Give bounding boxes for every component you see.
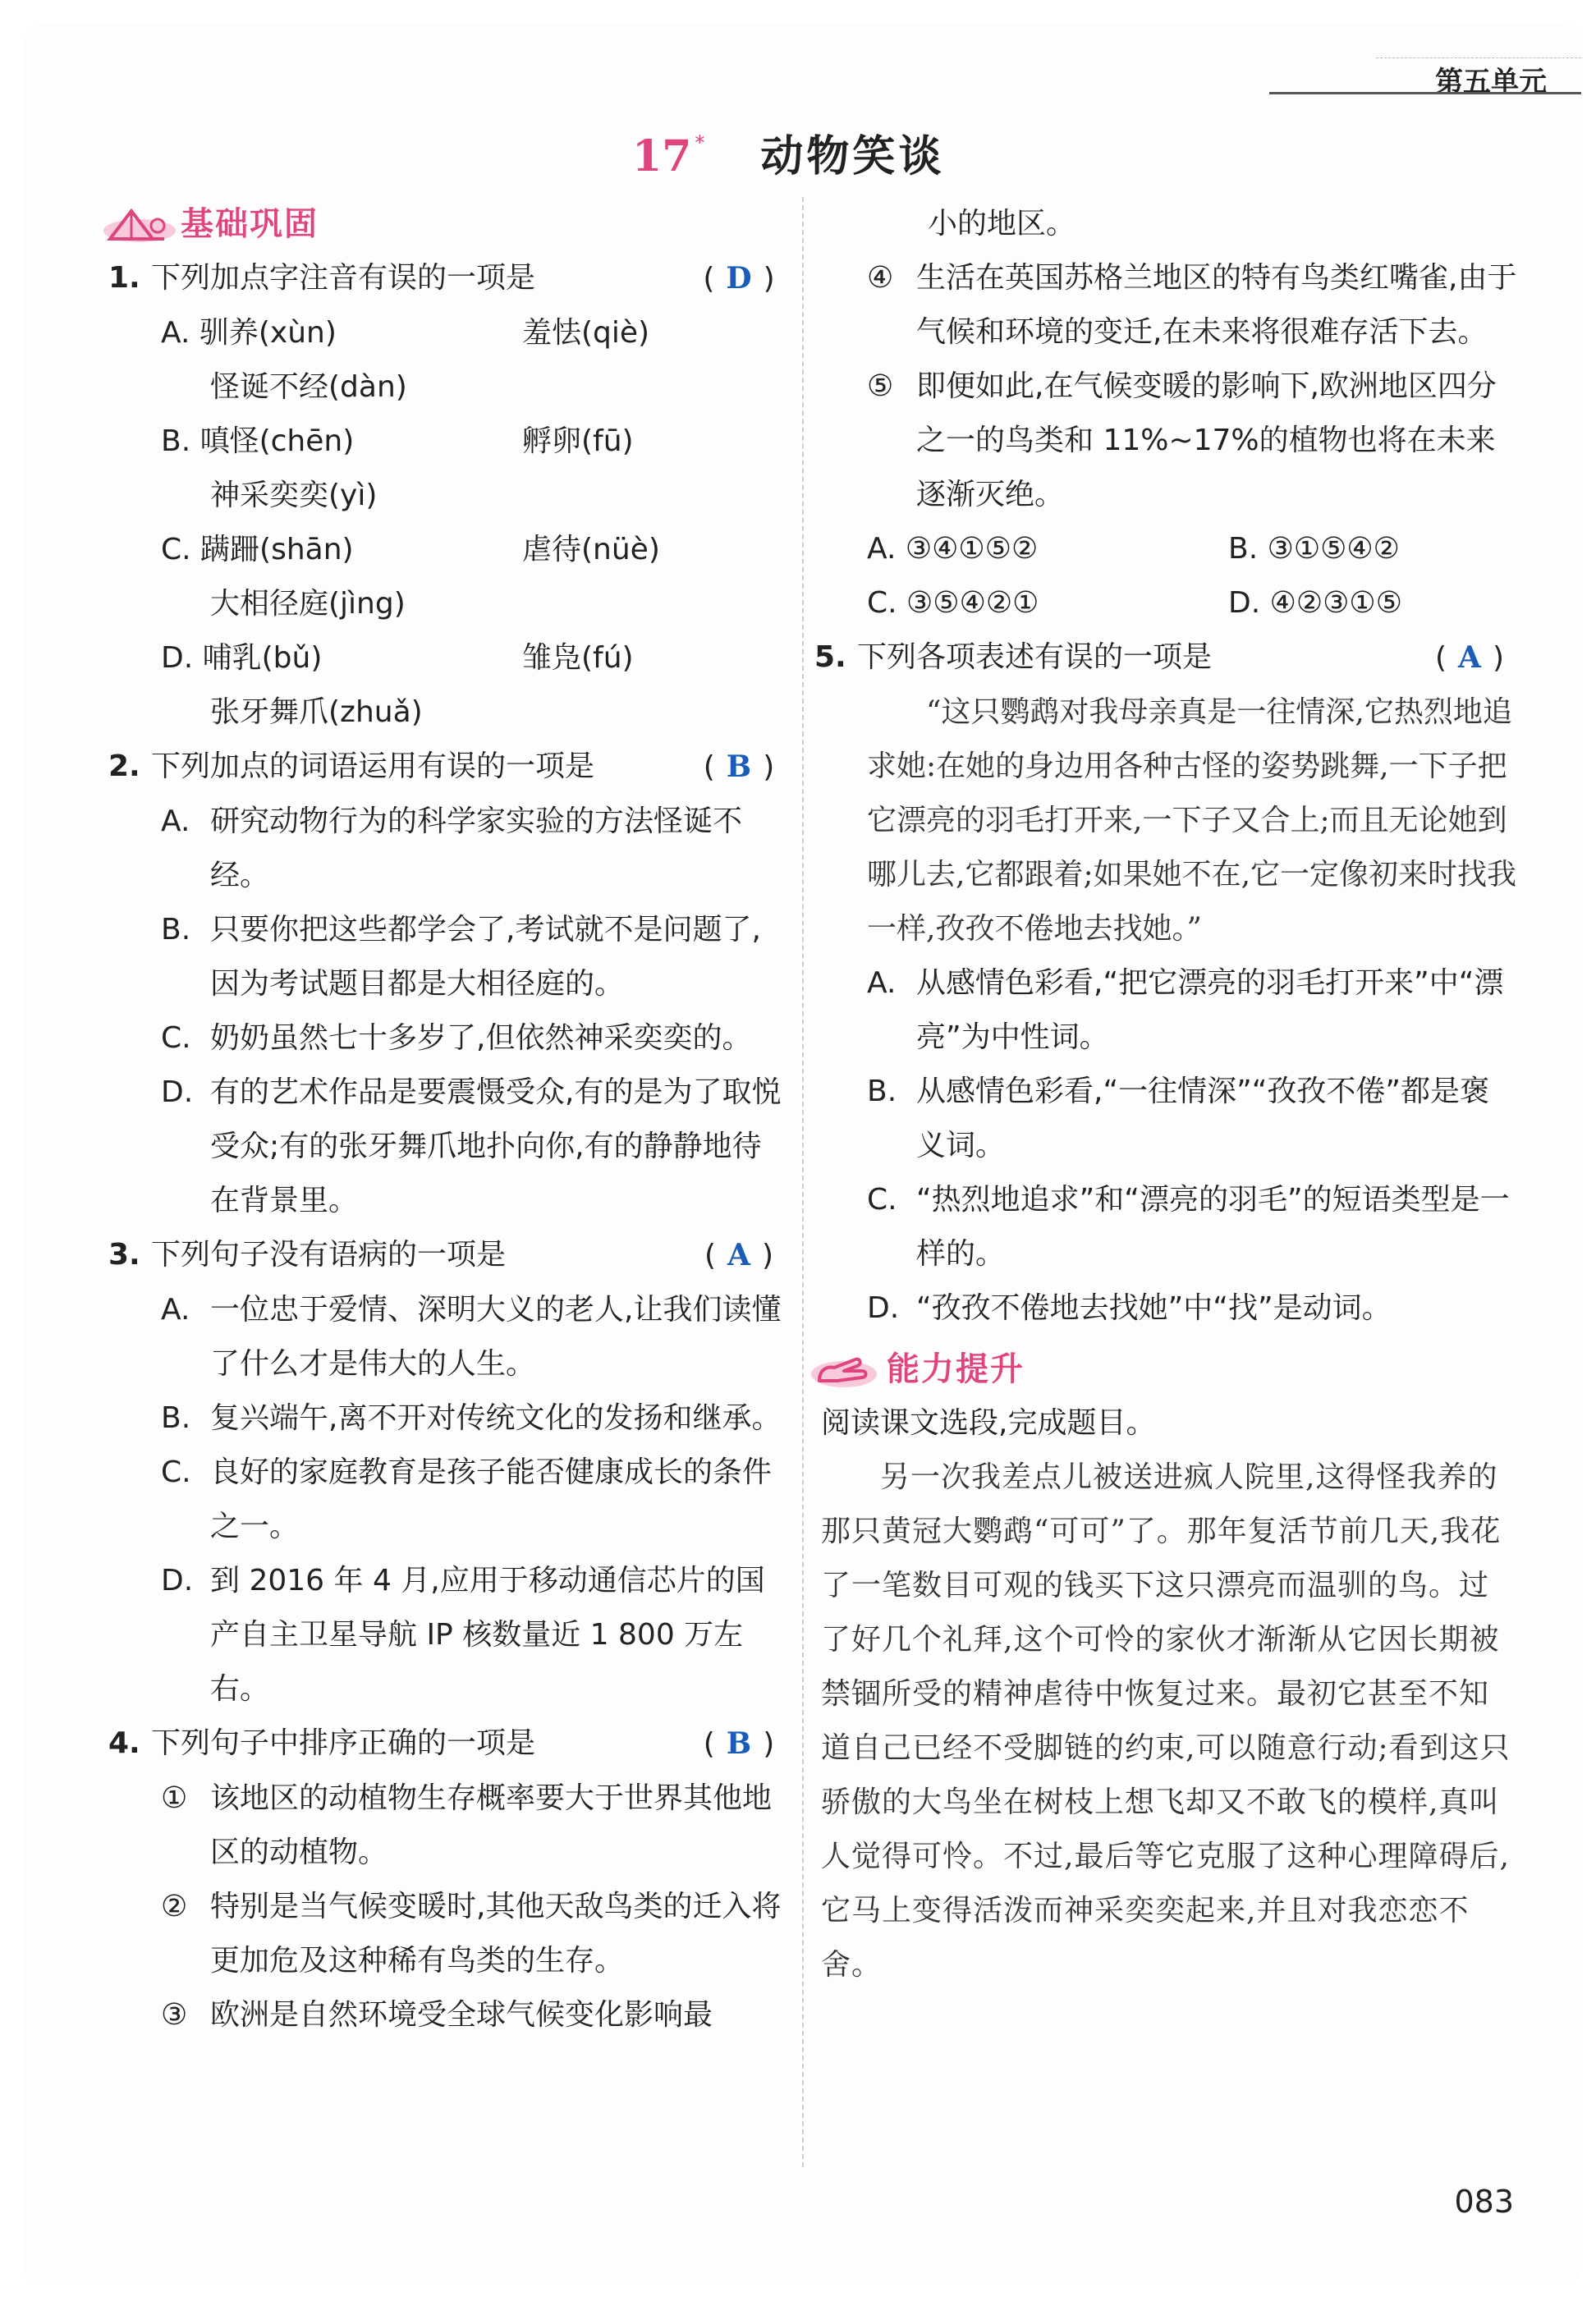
- option-c-1: C. 蹒跚(shān): [161, 533, 354, 566]
- option-c: [115, 1011, 788, 1066]
- section-basic: [99, 197, 788, 251]
- option-text: 到 2016 年 4 月,应用于移动通信芯片的国产自主卫星导航 IP 核数量近 1 800 万左右。: [210, 1564, 765, 1706]
- right-column: [814, 197, 1519, 1992]
- option-c: [115, 1446, 788, 1554]
- header-dashed-rule: [1376, 57, 1581, 58]
- answer-letter: A: [727, 1238, 750, 1272]
- sentence-continuation: 小的地区。: [928, 207, 1076, 241]
- option-label: B.: [867, 1075, 897, 1108]
- sentence-text: 生活在英国苏格兰地区的特有鸟类红嘴雀,由于气候和环境的变迁,在未来将很难存活下去。: [916, 261, 1517, 349]
- option-b-3: 神采奕奕(yì): [210, 479, 378, 512]
- sentence-text: 该地区的动植物生存概率要大于世界其他地区的动植物。: [210, 1781, 773, 1869]
- header-rule: [1269, 92, 1581, 94]
- question-number: 1.: [108, 261, 140, 295]
- option-label: A.: [161, 1293, 190, 1327]
- lesson-star: *: [695, 131, 705, 154]
- option-a-1: A. 驯养(xùn): [161, 316, 337, 350]
- compass-ruler-icon: [99, 203, 177, 245]
- column-divider: [802, 197, 804, 2167]
- option-b-2: 孵卵(fū): [522, 424, 634, 458]
- question-number: 4.: [108, 1726, 140, 1760]
- option-d-1: D. 哺乳(bǔ): [161, 641, 323, 675]
- option-label: A.: [867, 966, 897, 1000]
- option-label: D.: [161, 1564, 194, 1597]
- option-b: [115, 1391, 788, 1446]
- answer-letter: B: [726, 749, 752, 784]
- option-label: C.: [867, 1183, 897, 1217]
- option-a: [115, 1283, 788, 1391]
- unit-label: 第五单元: [1435, 66, 1547, 99]
- question-number: 3.: [108, 1238, 140, 1272]
- sentence-text: 欧洲是自然环境受全球气候变化影响最: [210, 1998, 713, 2032]
- hand-pointer-icon: [805, 1348, 883, 1391]
- question-text: 下列句子没有语病的一项是: [151, 1238, 507, 1272]
- option-label: D.: [867, 1291, 900, 1325]
- sentence-number: ②: [161, 1890, 188, 1923]
- option-label: D.: [161, 1075, 194, 1109]
- option-text: “孜孜不倦地去找她”中“找”是动词。: [916, 1291, 1392, 1325]
- sentence-number: ④: [867, 261, 894, 295]
- question-number: 5.: [814, 640, 846, 674]
- option-text: 从感情色彩看,“一往情深”“孜孜不倦”都是褒义词。: [916, 1075, 1490, 1162]
- option-text: 有的艺术作品是要震慑受众,有的是为了取悦受众;有的张牙舞爪地扑向你,有的静静地待在背景里。: [210, 1075, 782, 1217]
- option-b: [115, 903, 788, 1011]
- answer-letter: D: [726, 261, 752, 296]
- question-5: [814, 630, 1519, 685]
- reading-passage: 另一次我差点儿被送进疯人院里,这得怪我养的那只黄冠大鹦鹉“可可”了。那年复活节前几天,我花了一笔数目可观的钱买下这只漂亮而温驯的鸟。过了好几个礼拜,这个可怜的家伙才渐渐从它因长期被禁锢所受的精神虐待中恢复过来。最初它甚至不知道自己已经不受脚链的约束,可以随意行动;看到这只骄傲的大鸟坐在树枝上想飞却又不敢飞的模样,真叫人觉得可怜。不过,最后等它克服了这种心理障碍后,它马上变得活泼而神采奕奕起来,并且对我恋恋不舍。: [821, 1460, 1511, 1982]
- sentence-number: ①: [161, 1781, 188, 1815]
- question-3: [108, 1228, 788, 1283]
- option-row: [115, 415, 788, 469]
- option-text: 研究动物行为的科学家实验的方法怪诞不经。: [210, 804, 743, 892]
- option-b-1: B. 嗔怪(chēn): [161, 424, 355, 458]
- answer-letter: A: [1458, 640, 1481, 675]
- choice-c: C. ③⑤④②①: [867, 586, 1039, 620]
- left-column: [108, 197, 788, 2042]
- answer-box: ( A ): [1434, 640, 1505, 675]
- lesson-title-block: [632, 121, 944, 183]
- quoted-excerpt: “这只鹦鹉对我母亲真是一往情深,它热烈地追求她:在她的身边用各种古怪的姿势跳舞,一下子把它漂亮的羽毛打开来,一下子又合上;而且无论她到哪儿去,它都跟着;如果她不在,它一定像初来时找我一样,孜孜不倦地去找她。”: [867, 695, 1517, 946]
- option-c-3: 大相径庭(jìng): [210, 587, 406, 621]
- question-text: 下列句子中排序正确的一项是: [151, 1726, 536, 1760]
- question-text: 下列加点字注音有误的一项是: [151, 261, 536, 295]
- answer-box: ( B ): [703, 1726, 775, 1761]
- option-d: [115, 1554, 788, 1717]
- option-d-3: 张牙舞爪(zhuǎ): [210, 695, 423, 729]
- option-text: 奶奶虽然七十多岁了,但依然神采奕奕的。: [210, 1021, 752, 1055]
- question-2: [108, 740, 788, 795]
- answer-box: ( A ): [704, 1238, 774, 1272]
- choice-a: A. ③④①⑤②: [867, 532, 1039, 566]
- question-number: 2.: [108, 749, 140, 783]
- reading-instruction: 阅读课文选段,完成题目。: [821, 1406, 1156, 1440]
- section-ability-label: 能力提升: [887, 1350, 1025, 1388]
- choice-row: [821, 522, 1519, 576]
- sentence-item: [821, 360, 1519, 522]
- answer-letter: B: [726, 1726, 752, 1761]
- sentence-item: [115, 1772, 788, 1880]
- option-d: [821, 1281, 1519, 1336]
- lesson-number: 17: [632, 131, 692, 181]
- sentence-item: [115, 1880, 788, 1988]
- question-text: 下列各项表述有误的一项是: [857, 640, 1213, 674]
- option-row: [115, 306, 788, 360]
- sentence-number: ⑤: [867, 369, 894, 403]
- sentence-number: ③: [161, 1998, 188, 2032]
- page-number: 083: [1454, 2184, 1514, 2220]
- option-row: [115, 631, 788, 685]
- sentence-item: [115, 1988, 788, 2042]
- section-basic-label: 基础巩固: [181, 205, 319, 243]
- choice-b: B. ③①⑤④②: [1228, 532, 1400, 566]
- answer-box: ( B ): [703, 749, 775, 784]
- option-text: 一位忠于爱情、深明大义的老人,让我们读懂了什么才是伟大的人生。: [210, 1293, 782, 1381]
- option-c: [821, 1173, 1519, 1281]
- option-d-2: 雏凫(fú): [522, 641, 634, 675]
- option-text: 从感情色彩看,“把它漂亮的羽毛打开来”中“漂亮”为中性词。: [916, 966, 1504, 1054]
- question-1: [108, 251, 788, 306]
- option-d: [115, 1066, 788, 1228]
- option-label: B.: [161, 1401, 191, 1435]
- option-b: [821, 1065, 1519, 1173]
- option-label: C.: [161, 1455, 191, 1489]
- option-text: 复兴端午,离不开对传统文化的发扬和继承。: [210, 1401, 782, 1435]
- question-text: 下列加点的词语运用有误的一项是: [151, 749, 595, 783]
- question-4: [108, 1717, 788, 1772]
- option-c-2: 虐待(nüè): [522, 533, 660, 566]
- sentence-item: [821, 251, 1519, 360]
- answer-box: ( D ): [703, 261, 775, 296]
- option-a-2: 羞怯(qiè): [522, 316, 650, 350]
- option-row: [115, 523, 788, 577]
- option-a: [821, 956, 1519, 1065]
- option-text: “热烈地追求”和“漂亮的羽毛”的短语类型是一样的。: [916, 1183, 1510, 1271]
- option-text: 良好的家庭教育是孩子能否健康成长的条件之一。: [210, 1455, 773, 1543]
- lesson-title: 动物笑谈: [760, 132, 945, 181]
- sentence-text: 特别是当气候变暖时,其他天敌鸟类的迁入将更加危及这种稀有鸟类的生存。: [210, 1890, 782, 1978]
- option-text: 只要你把这些都学会了,考试就不是问题了,因为考试题目都是大相径庭的。: [210, 913, 761, 1001]
- choice-row: [821, 576, 1519, 630]
- option-a: [115, 795, 788, 903]
- option-label: C.: [161, 1021, 191, 1055]
- choice-d: D. ④②③①⑤: [1228, 586, 1402, 620]
- option-a-3: 怪诞不经(dàn): [210, 370, 407, 404]
- section-ability: [805, 1342, 1519, 1396]
- option-label: B.: [161, 913, 191, 947]
- option-label: A.: [161, 804, 190, 838]
- sentence-text: 即便如此,在气候变暖的影响下,欧洲地区四分之一的鸟类和 11%~17%的植物也将在未来逐渐灭绝。: [916, 369, 1497, 511]
